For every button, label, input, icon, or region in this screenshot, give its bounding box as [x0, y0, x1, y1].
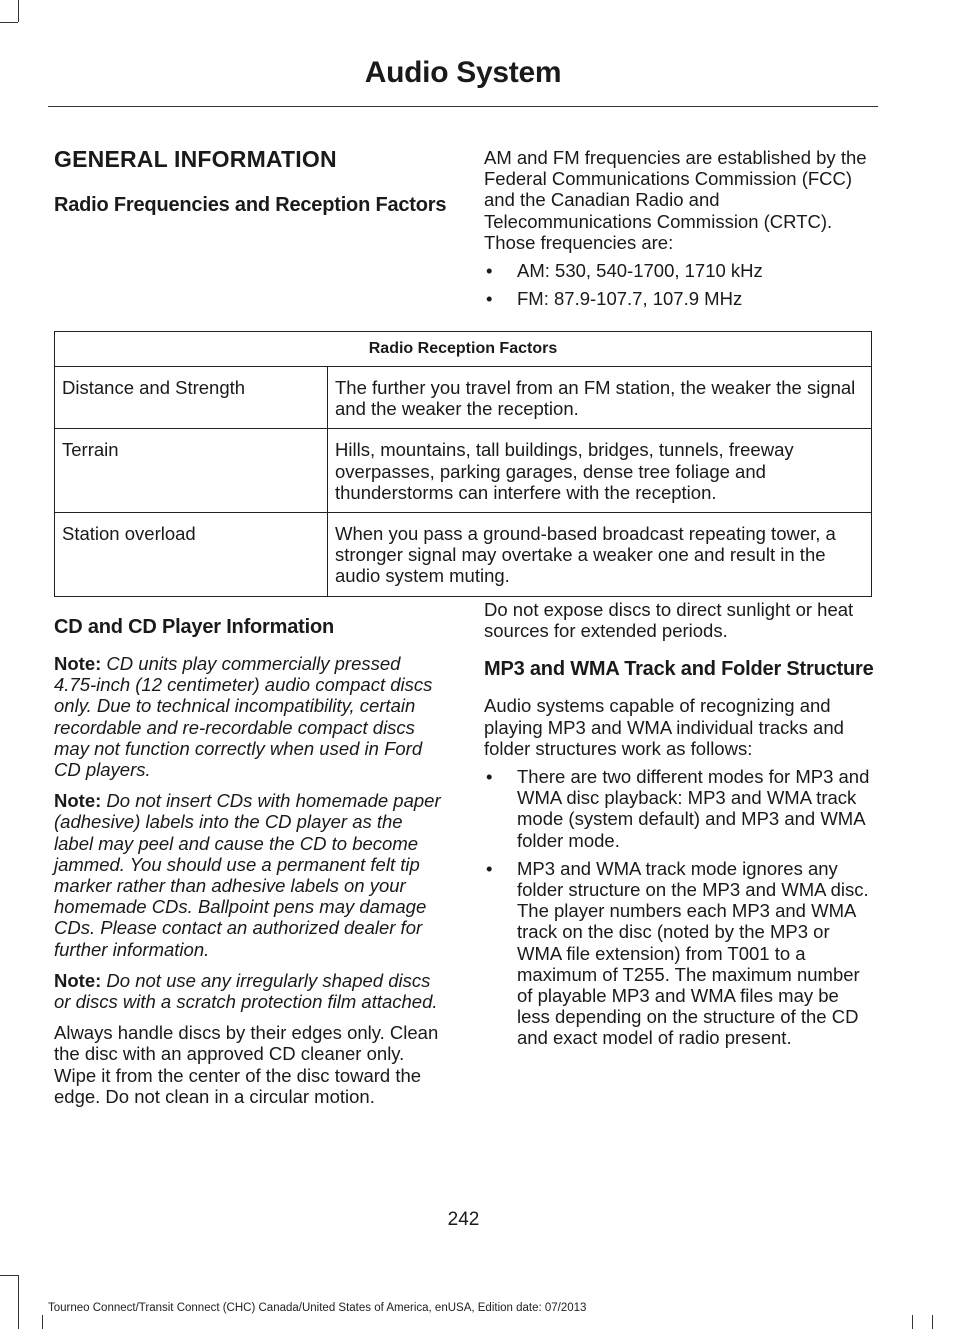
footer-text: Tourneo Connect/Transit Connect (CHC) Canada/United States of America, enUSA, Edition date: 07/2013: [48, 1302, 587, 1314]
page-number: 242: [447, 1209, 480, 1230]
mp3-mode-list: [484, 766, 876, 1049]
crop-mark: [0, 22, 18, 23]
bullet-icon: •: [486, 288, 493, 310]
note: Note: Do not insert CDs with homemade paper (adhesive) labels into the CD player as the label may peel and cause the CD to become jammed. You should use a permanent felt tip marker rather than adhesive labels on your homemade CDs. Ballpoint pens may damage CDs. Please contact an authorized dealer for further information.: [54, 790, 441, 960]
left-top-column: [54, 146, 449, 216]
note: Note: Do not use any irregularly shaped discs or discs with a scratch protection film attached.: [54, 969, 438, 1013]
disc-handling-paragraph: Always handle discs by their edges only. Clean the disc with an approved CD cleaner only. Wipe it from the center of the disc toward the edge. Do not clean in a circular motion.: [54, 1022, 439, 1107]
table-row: [55, 513, 872, 597]
sunlight-paragraph: Do not expose discs to direct sunlight or heat sources for extended periods.: [484, 599, 854, 642]
table-cell-description: Hills, mountains, tall buildings, bridges, tunnels, freeway overpasses, parking garages, dense tree foliage and thunderstorms can interfere with the reception.: [328, 429, 872, 513]
right-bottom-column: [484, 599, 876, 1049]
mp3-intro: Audio systems capable of recognizing and playing MP3 and WMA individual tracks and folder structures work as follows:: [484, 695, 844, 759]
list-item: • MP3 and WMA track mode ignores any folder structure on the MP3 and WMA disc. The player numbers each MP3 and WMA track on the disc (noted by the MP3 or WMA file extension) from T001 to a maximum of T255. The maximum number of playable MP3 and WMA files may be less depending on the structure of the CD and exact model of radio present.: [486, 857, 869, 1049]
table-cell-description: When you pass a ground-based broadcast repeating tower, a stronger signal may overtake a weaker one and result in the audio system muting.: [328, 513, 872, 597]
frequency-list: [484, 260, 876, 309]
table-cell-factor: Station overload: [55, 513, 328, 597]
page-title: Audio System: [364, 56, 562, 89]
right-top-column: [484, 147, 876, 309]
crop-mark: [18, 0, 19, 22]
table-cell-factor: Terrain: [55, 429, 328, 513]
frequencies-intro: AM and FM frequencies are established by the Federal Communications Commission (FCC) and the Canadian Radio and Telecommunications Commission (CRTC). Those frequencies are:: [484, 147, 867, 253]
bullet-icon: •: [486, 260, 493, 282]
left-bottom-column: [54, 616, 446, 1107]
table-cell-factor: Distance and Strength: [55, 367, 328, 429]
note: Note: CD units play commercially pressed 4.75-inch (12 centimeter) audio compact discs only. Due to technical incompatibility, certain recordable and re-recordable compact discs may not function correctly when used in Ford CD players.: [54, 653, 433, 781]
header-rule: [48, 106, 878, 107]
list-item: • AM: 530, 540-1700, 1710 kHz: [486, 260, 763, 282]
table-row: [55, 367, 872, 429]
crop-mark: [0, 1275, 18, 1276]
radio-reception-table: [54, 331, 872, 597]
crop-mark: [18, 1275, 19, 1329]
bullet-icon: •: [486, 857, 493, 879]
list-item: • There are two different modes for MP3 and WMA disc playback: MP3 and WMA track mode (system default) and MP3 and WMA folder mode.: [486, 766, 870, 851]
subsection-heading: MP3 and WMA Track and Folder Structure: [484, 658, 874, 681]
crop-mark: [932, 1315, 933, 1329]
table-cell-description: The further you travel from an FM station, the weaker the signal and the weaker the reception.: [328, 367, 872, 429]
subsection-heading: Radio Frequencies and Reception Factors: [54, 194, 447, 216]
bullet-icon: •: [486, 766, 493, 788]
list-item: • FM: 87.9-107.7, 107.9 MHz: [486, 288, 743, 310]
crop-mark: [42, 1315, 43, 1329]
table-row: [55, 429, 872, 513]
subsection-heading: CD and CD Player Information: [54, 616, 334, 638]
crop-mark: [912, 1315, 913, 1329]
table-title: Radio Reception Factors: [55, 332, 872, 367]
section-heading: GENERAL INFORMATION: [54, 146, 337, 172]
